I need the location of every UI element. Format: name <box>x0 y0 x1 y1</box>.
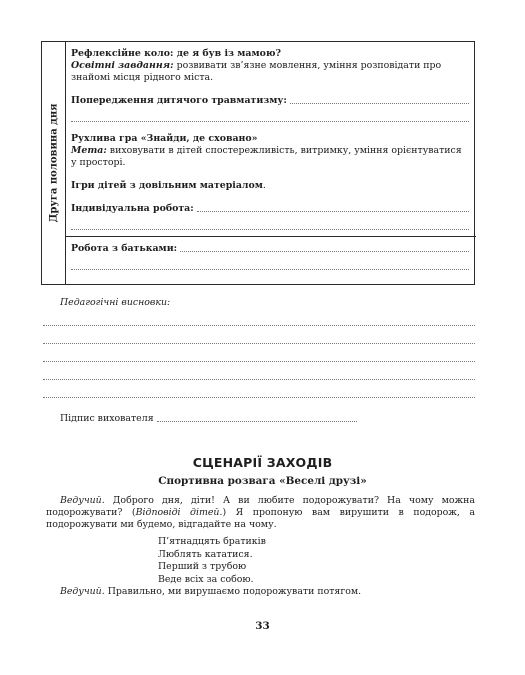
conclusion-line[interactable] <box>43 326 475 344</box>
signature-row <box>60 413 357 424</box>
poem-line: Перший з трубою <box>158 561 247 573</box>
speaker-2: Ведучий. <box>60 586 105 597</box>
script-text-1b: ) Я пропоную вам вирушити в подорож, а подорожувати ми будемо, відгадайте на чому. <box>46 507 475 530</box>
reflection-task <box>71 60 469 84</box>
event-title: Спортивна розвага «Веселі друзі» <box>158 475 367 487</box>
game-title: Рухлива гра «Знайди, де сховано» <box>71 133 258 144</box>
poem-line: П’ятнадцять братиків <box>158 536 266 547</box>
free-play-title: Ігри дітей з довільним матеріалом <box>71 180 263 191</box>
conclusions-lines <box>43 308 475 398</box>
parents-row <box>71 243 469 255</box>
game-goal-label: Мета: <box>71 145 107 156</box>
speaker-1: Ведучий. <box>60 495 105 506</box>
table-content <box>71 48 469 270</box>
conclusion-line[interactable] <box>43 362 475 380</box>
day-plan-table <box>41 41 475 285</box>
conclusion-line[interactable] <box>43 308 475 326</box>
injury-title: Попередження дитячого травматизму: <box>71 95 287 106</box>
children-answers: Відповіді дітей. <box>135 507 223 518</box>
script-paragraph-2 <box>46 586 475 597</box>
individual-fill-line-2[interactable] <box>71 215 469 230</box>
poem-line: Веде всіх за собою. <box>158 573 254 585</box>
conclusions-label: Педагогічні висновки: <box>60 297 171 308</box>
signature-line[interactable] <box>157 421 357 422</box>
script-paragraph-1 <box>46 495 475 531</box>
side-column <box>42 42 66 284</box>
individual-fill-line[interactable] <box>197 203 469 212</box>
game-goal-text: виховувати в дітей спостережливість, витримку, уміння орієнтуватися у просторі. <box>71 145 462 168</box>
side-label: Друга половина дня <box>48 103 60 223</box>
free-play-dot: . <box>262 180 266 191</box>
free-play <box>71 180 469 192</box>
section-title: СЦЕНАРІЇ ЗАХОДІВ <box>192 455 333 470</box>
conclusion-line[interactable] <box>43 380 475 398</box>
injury-fill-line[interactable] <box>290 95 469 104</box>
conclusion-line[interactable] <box>43 344 475 362</box>
parents-fill-line[interactable] <box>180 243 469 252</box>
game-goal <box>71 145 469 169</box>
parents-title: Робота з батьками: <box>71 243 178 254</box>
poem-line: Люблять кататися. <box>158 548 253 560</box>
riddle-poem <box>158 536 266 586</box>
reflection-task-text: розвивати зв’язне мовлення, уміння розповідати про знайомі місця рідного міста. <box>71 60 442 83</box>
reflection-title: Рефлексійне коло: де я був із мамою? <box>71 48 281 59</box>
table-divider <box>66 236 476 237</box>
signature-label: Підпис вихователя <box>60 413 154 424</box>
individual-row <box>71 203 469 215</box>
parents-fill-line-2[interactable] <box>71 255 469 270</box>
script-text-2: Правильно, ми вирушаємо подорожувати потягом. <box>107 586 362 597</box>
script-text-1a: Доброго дня, діти! А ви любите подорожувати? На чому можна подорожувати? ( <box>46 495 475 518</box>
injury-row <box>71 95 469 107</box>
injury-fill-line-2[interactable] <box>71 107 469 122</box>
page-number: 33 <box>255 620 270 632</box>
reflection-task-label: Освітні завдання: <box>71 60 174 71</box>
individual-title: Індивідуальна робота: <box>71 203 194 214</box>
